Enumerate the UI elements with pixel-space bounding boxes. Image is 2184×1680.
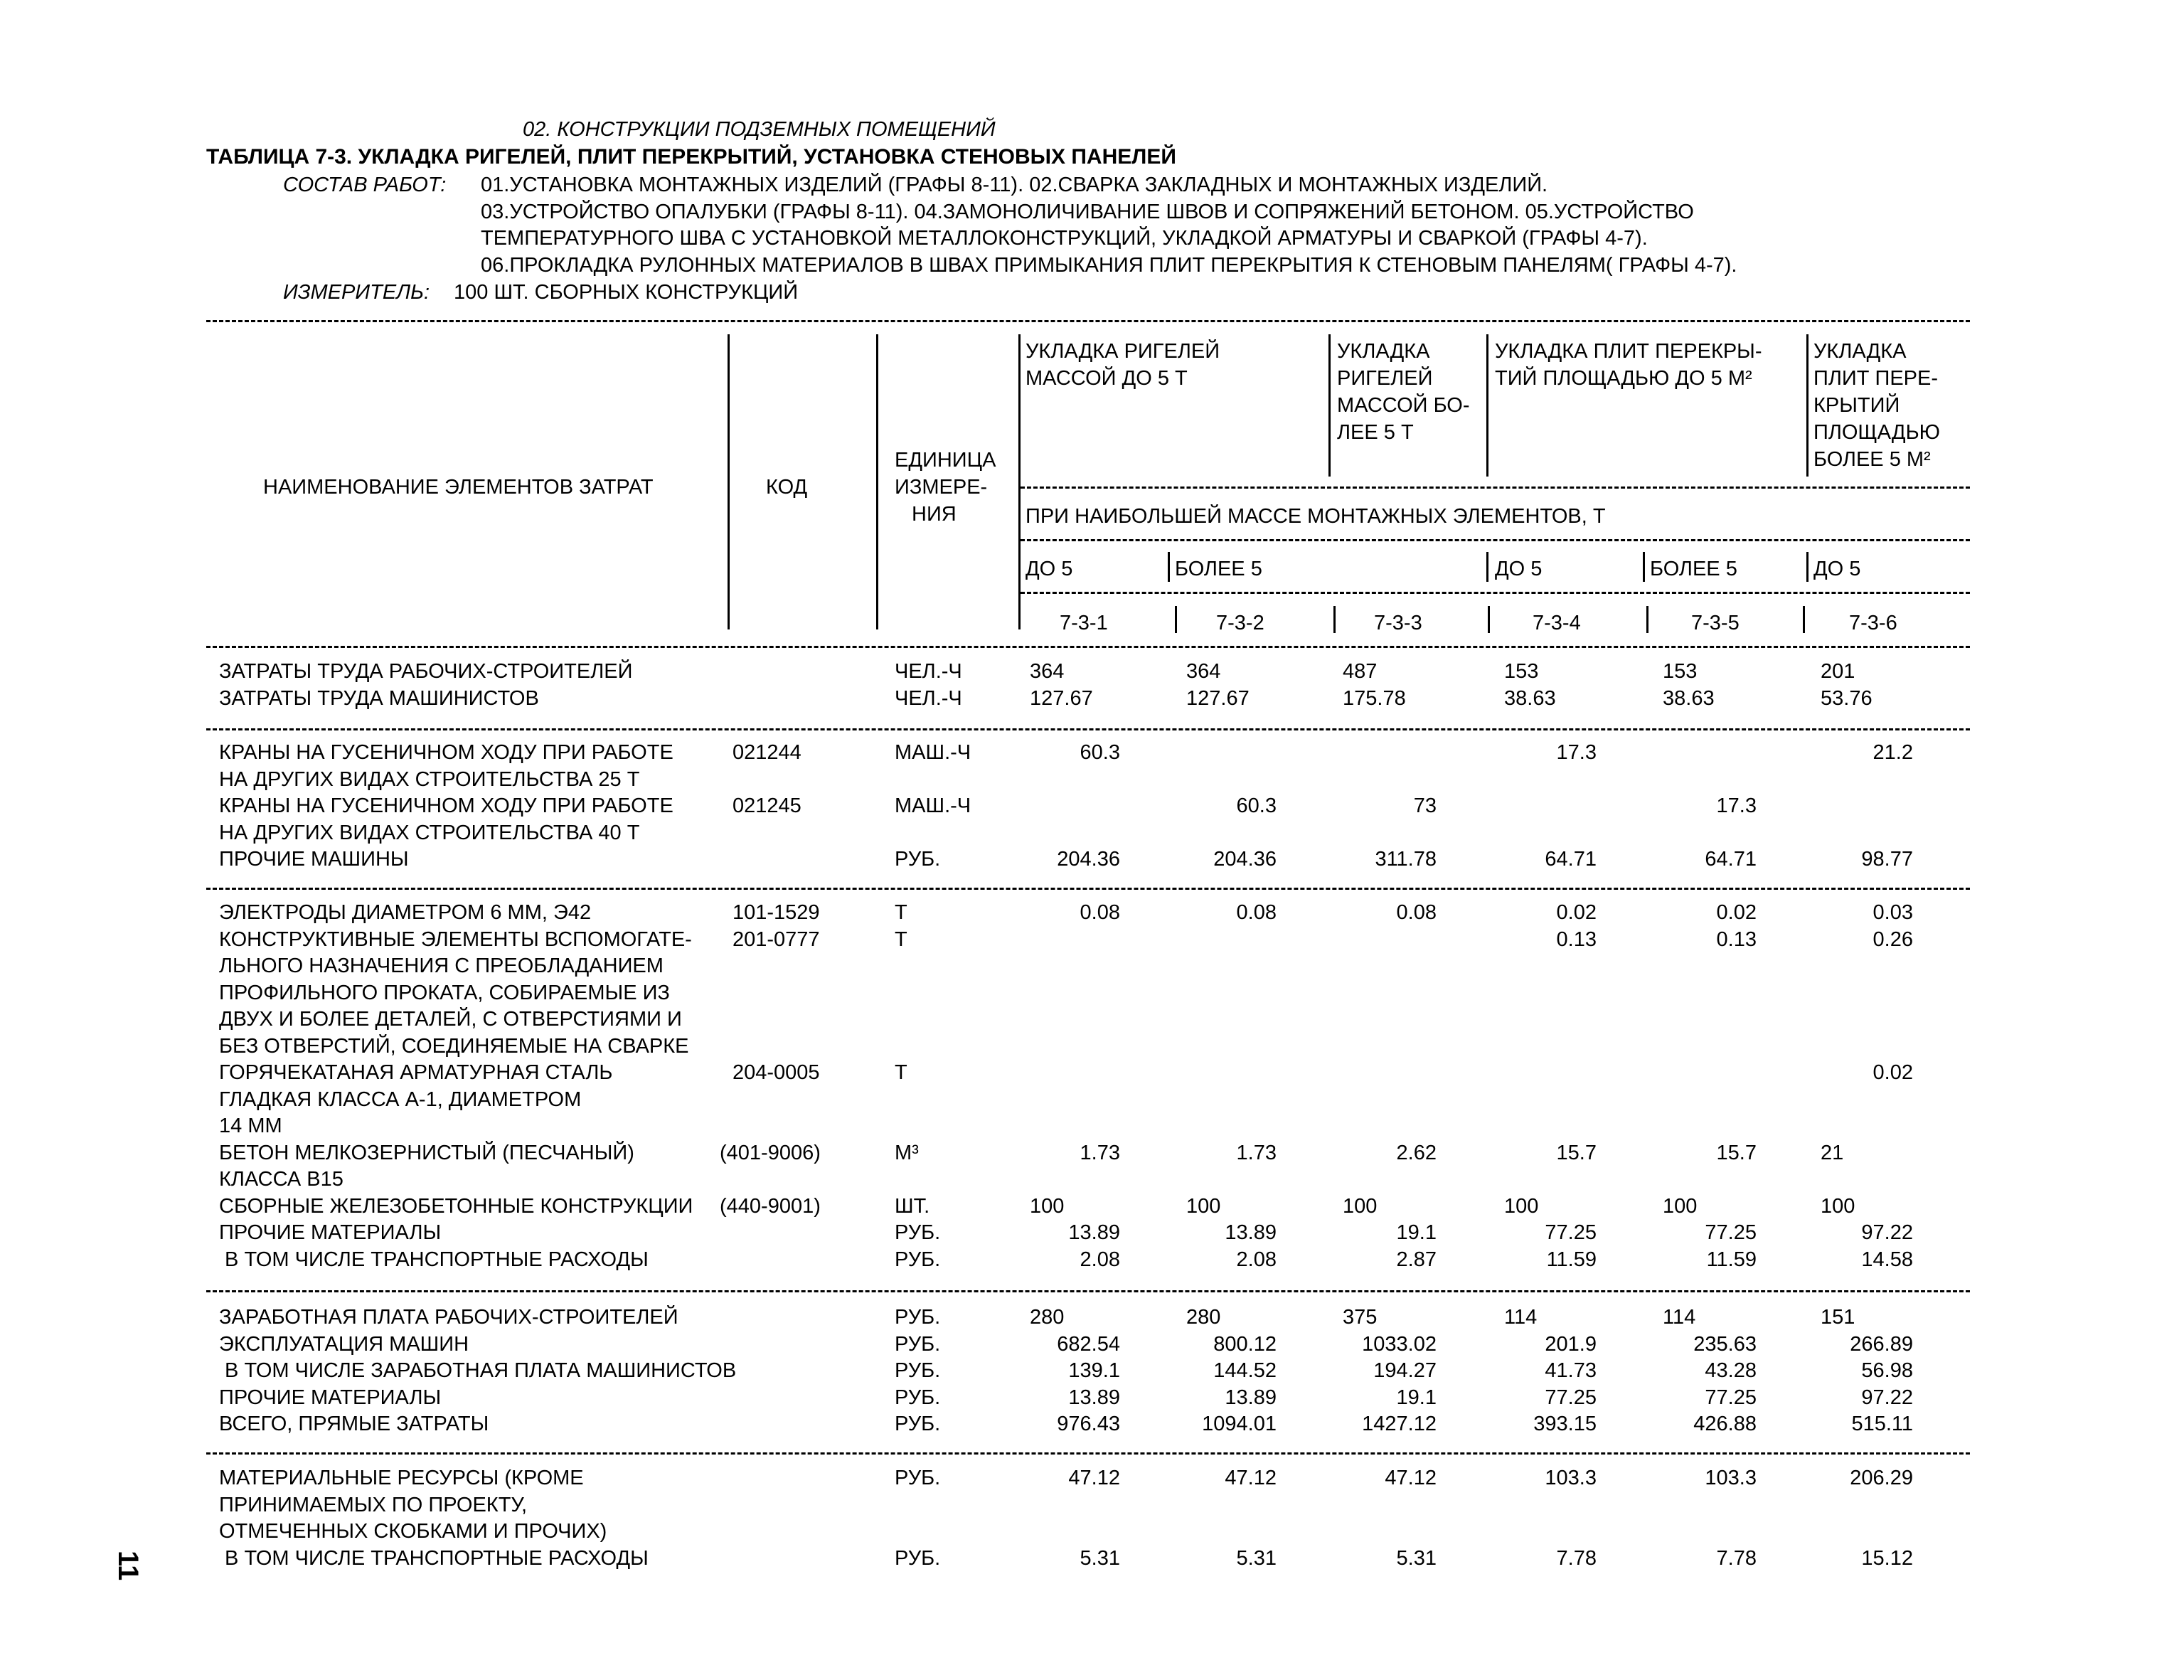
row-value: 5.31 [1396,1546,1437,1570]
row-value: 2.62 [1396,1141,1437,1164]
sep-range-2 [1168,552,1170,582]
row-value: 144.52 [1213,1359,1277,1382]
group4-line-2: ПЛИТ ПЕРЕ- [1813,367,1939,390]
row-value: 47.12 [1068,1467,1120,1489]
row-name: 14 ММ [219,1115,282,1137]
row-value: 5.31 [1080,1546,1120,1570]
row-value: 7.78 [1716,1546,1757,1570]
row-value: 103.3 [1705,1467,1757,1489]
row-value: 77.25 [1545,1386,1597,1409]
row-value: 201.9 [1545,1332,1597,1356]
row-value: 15.7 [1716,1141,1757,1164]
row-value: 13.89 [1225,1386,1277,1409]
sep-unit-data [1018,334,1021,629]
row-value: 204.36 [1213,848,1277,871]
row-value: 100 [1663,1194,1698,1218]
row-name: ПРОЧИЕ МАШИНЫ [219,848,409,871]
code-col-3: 7-3-3 [1374,612,1422,634]
row-code: 101-1529 [733,901,820,924]
row-value: 800.12 [1213,1332,1277,1356]
row-name: ПРОФИЛЬНОГО ПРОКАТА, СОБИРАЕМЫЕ ИЗ [219,981,670,1004]
row-value: 21.2 [1873,741,1913,764]
row-value: 19.1 [1396,1221,1437,1244]
sep-code-5 [1646,606,1648,633]
row-code: (440-9001) [720,1194,821,1218]
row-unit: ШТ. [895,1194,930,1218]
row-name: ЛЬНОГО НАЗНАЧЕНИЯ С ПРЕОБЛАДАНИЕМ [219,955,664,977]
row-value: 311.78 [1375,848,1437,871]
row-value: 2.08 [1080,1248,1120,1271]
composition-line-3: ТЕМПЕРАТУРНОГО ШВА С УСТАНОВКОЙ МЕТАЛЛОКОНСТРУКЦИЙ, УКЛАДКОЙ АРМАТУРЫ И СВАРКОЙ (ГРАФЫ 4-7). [481,227,1648,250]
row-value: 60.3 [1236,794,1277,817]
row-value: 17.3 [1716,794,1757,817]
row-unit: РУБ. [895,1306,941,1329]
group4-line-1: УКЛАДКА [1813,340,1907,363]
sep-code-2 [1175,606,1177,633]
row-value: 114 [1504,1306,1538,1329]
row-value: 60.3 [1080,741,1120,764]
row-unit: Т [895,927,907,951]
composition-line-2: 03.УСТРОЙСТВО ОПАЛУБКИ (ГРАФЫ 8-11). 04.ЗАМОНОЛИЧИВАНИЕ ШВОВ И СОПРЯЖЕНИЙ БЕТОНОМ. 05.УСТРОЙСТВО [481,201,1694,223]
sep-group-3 [1486,334,1488,477]
row-value: 153 [1663,660,1698,683]
row-code: 201-0777 [733,927,820,951]
group2-line-2: РИГЕЛЕЙ [1337,367,1433,390]
row-value: 13.89 [1225,1221,1277,1244]
section-rule [206,728,1970,730]
row-value: 11.59 [1546,1248,1597,1271]
group4-line-5: БОЛЕЕ 5 М² [1813,448,1931,471]
row-name: ПРОЧИЕ МАТЕРИАЛЫ [219,1221,442,1244]
row-value: 139.1 [1068,1359,1120,1382]
group1-line-1: УКЛАДКА РИГЕЛЕЙ [1026,340,1220,363]
sep-range-5 [1806,552,1809,582]
row-value: 13.89 [1068,1386,1120,1409]
sep-range-3 [1486,552,1488,582]
row-value: 53.76 [1821,686,1873,710]
row-value: 280 [1030,1306,1065,1329]
row-value: 0.08 [1396,901,1437,924]
row-value: 364 [1030,660,1065,683]
row-value: 41.73 [1545,1359,1597,1382]
row-value: 375 [1343,1306,1378,1329]
group2-line-3: МАССОЙ БО- [1337,394,1470,417]
header-code-col: КОД [766,476,808,499]
row-value: 266.89 [1850,1332,1913,1356]
rule-header-mid [1021,487,1970,489]
row-value: 127.67 [1030,686,1093,710]
row-value: 0.02 [1716,901,1757,924]
page-number: 11 [112,1551,144,1581]
row-name: СБОРНЫЕ ЖЕЛЕЗОБЕТОННЫЕ КОНСТРУКЦИИ [219,1194,693,1218]
group3-line-1: УКЛАДКА ПЛИТ ПЕРЕКРЫ- [1495,340,1762,363]
row-value: 97.22 [1861,1221,1913,1244]
row-name: ПРИНИМАЕМЫХ ПО ПРОЕКТУ, [219,1493,528,1516]
row-unit: РУБ. [895,1546,941,1570]
row-name: В ТОМ ЧИСЛЕ ТРАНСПОРТНЫЕ РАСХОДЫ [219,1248,649,1271]
row-unit: М³ [895,1141,919,1164]
table-title: ТАБЛИЦА 7-3. УКЛАДКА РИГЕЛЕЙ, ПЛИТ ПЕРЕКРЫТИЙ, УСТАНОВКА СТЕНОВЫХ ПАНЕЛЕЙ [206,145,1176,169]
group3-line-2: ТИЙ ПЛОЩАДЬЮ ДО 5 М² [1495,367,1752,390]
row-value: 100 [1343,1194,1378,1218]
code-col-1: 7-3-1 [1060,612,1108,634]
row-value: 77.25 [1705,1221,1757,1244]
header-unit-line-1: ЕДИНИЦА [895,449,996,472]
sep-range-4 [1643,552,1645,582]
row-unit: ЧЕЛ.-Ч [895,686,962,710]
row-name: КОНСТРУКТИВНЫЕ ЭЛЕМЕНТЫ ВСПОМОГАТЕ- [219,927,692,951]
row-value: 201 [1821,660,1855,683]
row-value: 2.87 [1396,1248,1437,1271]
composition-label: СОСТАВ РАБОТ: [283,174,447,196]
row-value: 47.12 [1225,1467,1277,1489]
row-unit: Т [895,901,907,924]
rule-header-mass [1021,539,1970,541]
row-value: 0.26 [1873,927,1913,951]
group4-line-4: ПЛОЩАДЬЮ [1813,421,1940,444]
row-value: 77.25 [1705,1386,1757,1409]
row-name: ЗАТРАТЫ ТРУДА МАШИНИСТОВ [219,686,539,710]
row-value: 97.22 [1861,1386,1913,1409]
row-value: 364 [1186,660,1221,683]
row-value: 47.12 [1385,1467,1437,1489]
row-value: 487 [1343,660,1378,683]
group2-line-4: ЛЕЕ 5 Т [1337,421,1414,444]
row-name: КЛАССА В15 [219,1168,343,1191]
row-value: 426.88 [1693,1413,1757,1435]
row-value: 175.78 [1343,686,1406,710]
section-rule [206,1290,1970,1292]
row-value: 17.3 [1556,741,1597,764]
row-value: 64.71 [1545,848,1597,871]
row-value: 64.71 [1705,848,1757,871]
row-value: 0.02 [1873,1061,1913,1084]
mass-caption: ПРИ НАИБОЛЬШЕЙ МАССЕ МОНТАЖНЫХ ЭЛЕМЕНТОВ, Т [1026,505,1606,528]
row-value: 1094.01 [1202,1413,1277,1435]
composition-line-1: 01.УСТАНОВКА МОНТАЖНЫХ ИЗДЕЛИЙ (ГРАФЫ 8-11). 02.СВАРКА ЗАКЛАДНЫХ И МОНТАЖНЫХ ИЗДЕЛИЙ. [481,174,1548,196]
group4-line-3: КРЫТИЙ [1813,394,1900,417]
row-unit: РУБ. [895,1386,941,1409]
row-value: 0.08 [1080,901,1120,924]
row-name: НА ДРУГИХ ВИДАХ СТРОИТЕЛЬСТВА 25 Т [219,767,640,791]
row-value: 1427.12 [1362,1413,1437,1435]
row-value: 393.15 [1533,1413,1597,1435]
row-name: ПРОЧИЕ МАТЕРИАЛЫ [219,1386,442,1409]
row-unit: Т [895,1061,907,1084]
row-value: 15.12 [1861,1546,1913,1570]
sep-code-unit [876,334,878,629]
row-value: 976.43 [1057,1413,1120,1435]
sep-name-code [728,334,730,629]
sep-code-3 [1333,606,1336,633]
row-value: 682.54 [1057,1332,1120,1356]
row-value: 1.73 [1080,1141,1120,1164]
row-unit: ЧЕЛ.-Ч [895,660,962,683]
row-value: 2.08 [1236,1248,1277,1271]
row-value: 100 [1504,1194,1539,1218]
row-value: 114 [1663,1306,1696,1329]
row-value: 98.77 [1861,848,1913,871]
code-col-6: 7-3-6 [1849,612,1897,634]
range-4: БОЛЕЕ 5 [1650,558,1737,580]
row-unit: МАШ.-Ч [895,741,971,764]
sep-group-2 [1328,334,1331,477]
row-code: 204-0005 [733,1061,820,1084]
row-value: 15.7 [1556,1141,1597,1164]
row-value: 0.02 [1556,901,1597,924]
code-col-2: 7-3-2 [1216,612,1264,634]
row-value: 77.25 [1545,1221,1597,1244]
row-code: 021244 [733,741,801,764]
measure-value: 100 ШТ. СБОРНЫХ КОНСТРУКЦИЙ [454,281,799,304]
row-name: В ТОМ ЧИСЛЕ ТРАНСПОРТНЫЕ РАСХОДЫ [219,1546,649,1570]
row-value: 204.36 [1057,848,1120,871]
row-name: ЗАТРАТЫ ТРУДА РАБОЧИХ-СТРОИТЕЛЕЙ [219,660,633,683]
row-name: ДВУХ И БОЛЕЕ ДЕТАЛЕЙ, С ОТВЕРСТИЯМИ И [219,1008,682,1031]
measure-label: ИЗМЕРИТЕЛЬ: [283,281,430,304]
row-value: 43.28 [1705,1359,1757,1382]
row-value: 103.3 [1545,1467,1597,1489]
row-code: (401-9006) [720,1141,821,1164]
range-1: ДО 5 [1026,558,1073,580]
row-value: 38.63 [1504,686,1556,710]
row-value: 0.13 [1556,927,1597,951]
row-name: ГОРЯЧЕКАТАНАЯ АРМАТУРНАЯ СТАЛЬ [219,1061,613,1084]
rule-top [206,320,1970,322]
row-value: 206.29 [1850,1467,1913,1489]
sep-code-6 [1803,606,1805,633]
row-name: БЕЗ ОТВЕРСТИЙ, СОЕДИНЯЕМЫЕ НА СВАРКЕ [219,1034,689,1058]
composition-line-4: 06.ПРОКЛАДКА РУЛОННЫХ МАТЕРИАЛОВ В ШВАХ ПРИМЫКАНИЯ ПЛИТ ПЕРЕКРЫТИЯ К СТЕНОВЫМ ПАНЕЛЯМ( ГРАФЫ 4-7). [481,254,1737,277]
row-unit: РУБ. [895,1467,941,1489]
sep-code-4 [1488,606,1490,633]
row-value: 73 [1413,794,1437,817]
row-value: 151 [1821,1306,1855,1329]
row-value: 280 [1186,1306,1221,1329]
row-value: 1.73 [1236,1141,1277,1164]
header-name-col: НАИМЕНОВАНИЕ ЭЛЕМЕНТОВ ЗАТРАТ [263,476,654,499]
row-name: ГЛАДКАЯ КЛАССА А-1, ДИАМЕТРОМ [219,1088,582,1111]
row-value: 14.58 [1861,1248,1913,1271]
row-name: ЗАРАБОТНАЯ ПЛАТА РАБОЧИХ-СТРОИТЕЛЕЙ [219,1306,678,1329]
code-col-5: 7-3-5 [1691,612,1740,634]
row-value: 194.27 [1373,1359,1437,1382]
row-unit: РУБ. [895,1359,941,1382]
row-name: КРАНЫ НА ГУСЕНИЧНОМ ХОДУ ПРИ РАБОТЕ [219,794,673,817]
row-name: ЭКСПЛУАТАЦИЯ МАШИН [219,1332,469,1356]
row-value: 127.67 [1186,686,1250,710]
row-value: 7.78 [1556,1546,1597,1570]
row-value: 1033.02 [1362,1332,1437,1356]
code-col-4: 7-3-4 [1533,612,1581,634]
section-rule [206,1452,1970,1455]
header-unit-line-2: ИЗМЕРЕ- [895,476,988,499]
row-name: НА ДРУГИХ ВИДАХ СТРОИТЕЛЬСТВА 40 Т [219,821,640,844]
rule-header-codes [1021,592,1970,594]
row-name: КРАНЫ НА ГУСЕНИЧНОМ ХОДУ ПРИ РАБОТЕ [219,741,673,764]
range-3: ДО 5 [1495,558,1543,580]
row-name: ВСЕГО, ПРЯМЫЕ ЗАТРАТЫ [219,1413,489,1435]
row-unit: РУБ. [895,1332,941,1356]
row-value: 13.89 [1068,1221,1120,1244]
row-value: 0.13 [1716,927,1757,951]
group2-line-1: УКЛАДКА [1337,340,1430,363]
group1-line-2: МАССОЙ ДО 5 Т [1026,367,1188,390]
row-value: 0.08 [1236,901,1277,924]
row-name: ЭЛЕКТРОДЫ ДИАМЕТРОМ 6 ММ, Э42 [219,901,592,924]
row-value: 100 [1821,1194,1855,1218]
row-value: 56.98 [1861,1359,1913,1382]
section-rule [206,888,1970,890]
row-value: 21 [1821,1141,1844,1164]
row-value: 100 [1030,1194,1065,1218]
row-code: 021245 [733,794,801,817]
sep-group-4 [1806,334,1809,477]
section-title: 02. КОНСТРУКЦИИ ПОДЗЕМНЫХ ПОМЕЩЕНИЙ [523,118,996,141]
row-unit: МАШ.-Ч [895,794,971,817]
row-value: 153 [1504,660,1539,683]
row-unit: РУБ. [895,848,941,871]
row-value: 515.11 [1851,1413,1913,1435]
row-value: 11.59 [1706,1248,1757,1271]
row-name: БЕТОН МЕЛКОЗЕРНИСТЫЙ (ПЕСЧАНЫЙ) [219,1141,634,1164]
row-name: В ТОМ ЧИСЛЕ ЗАРАБОТНАЯ ПЛАТА МАШИНИСТОВ [219,1359,737,1382]
row-value: 235.63 [1693,1332,1757,1356]
row-value: 38.63 [1663,686,1715,710]
row-value: 5.31 [1236,1546,1277,1570]
row-unit: РУБ. [895,1248,941,1271]
row-value: 19.1 [1396,1386,1437,1409]
row-unit: РУБ. [895,1221,941,1244]
row-unit: РУБ. [895,1413,941,1435]
rule-header-bottom [206,646,1970,648]
header-unit-line-3: НИЯ [912,503,957,526]
range-2: БОЛЕЕ 5 [1175,558,1262,580]
row-value: 0.03 [1873,901,1913,924]
range-5: ДО 5 [1813,558,1861,580]
row-name: МАТЕРИАЛЬНЫЕ РЕСУРСЫ (КРОМЕ [219,1467,584,1489]
row-name: ОТМЕЧЕННЫХ СКОБКАМИ И ПРОЧИХ) [219,1520,607,1543]
row-value: 100 [1186,1194,1221,1218]
